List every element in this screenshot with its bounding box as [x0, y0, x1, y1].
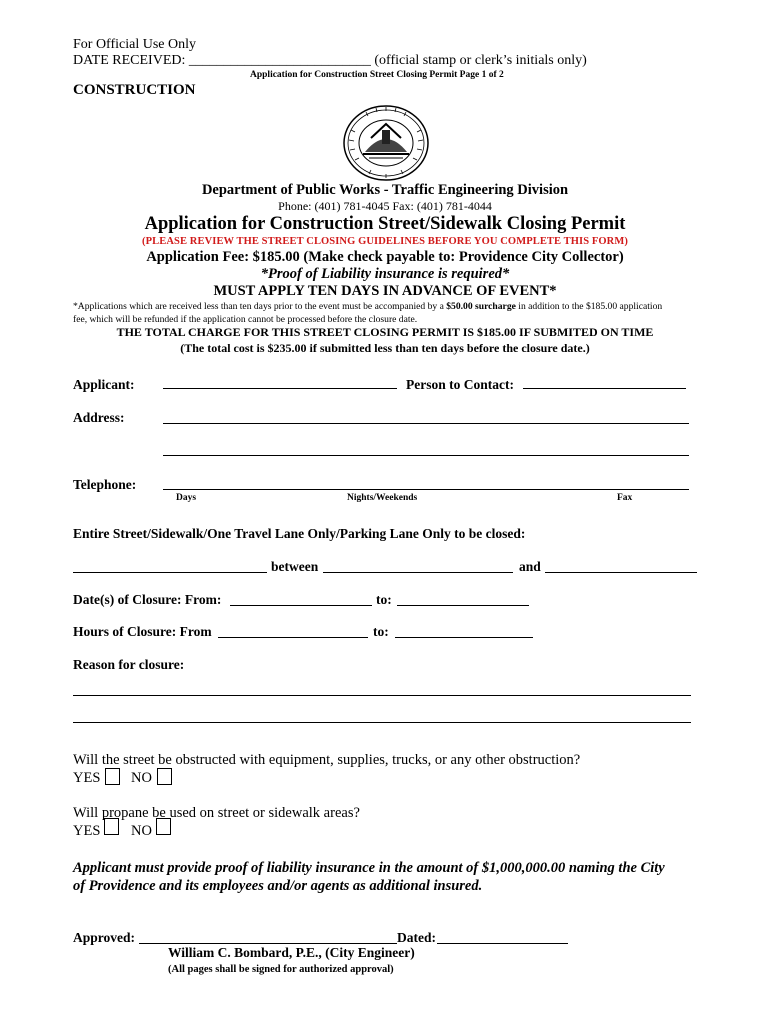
refund-notice: fee, which will be refunded if the application cannot be processed before the closure date. [73, 314, 418, 325]
city-seal [341, 104, 431, 182]
address-field-line2[interactable] [163, 455, 689, 456]
person-to-contact-field[interactable] [523, 388, 686, 389]
date-received-field[interactable]: __________________________ [188, 53, 371, 68]
total-late-charge: (The total cost is $235.00 if submitted less than ten days before the closure date.) [180, 341, 590, 355]
category-title: CONSTRUCTION [73, 82, 196, 98]
hours-label: Hours of Closure: From [73, 624, 212, 639]
insurance-required: *Proof of Liability insurance is required* [260, 266, 510, 282]
propane-no-label: NO [131, 823, 152, 839]
reason-field-line1[interactable] [73, 695, 691, 696]
propane-yes-label: YES [73, 823, 101, 839]
hours-from-field[interactable] [218, 637, 368, 638]
obstruction-no-label: NO [131, 770, 152, 786]
dates-label: Date(s) of Closure: From: [73, 592, 222, 607]
city-seal-icon [341, 104, 431, 182]
between-label: between [271, 559, 319, 574]
propane-no-checkbox[interactable] [156, 818, 171, 835]
applicant-field[interactable] [163, 388, 397, 389]
obstruction-yes-checkbox[interactable] [105, 768, 120, 785]
page-note: Application for Construction Street Closing Permit Page 1 of 2 [250, 70, 504, 80]
dates-to-field[interactable] [397, 605, 529, 606]
between-field[interactable] [323, 572, 513, 573]
approved-signature-field[interactable] [139, 943, 397, 944]
phone-nights-label: Nights/Weekends [347, 493, 418, 503]
liability-line1: Applicant must provide proof of liability insurance in the amount of $1,000,000.00 naming the City [73, 860, 665, 876]
date-received-row [73, 53, 587, 69]
phone-days-label: Days [176, 493, 197, 503]
and-field[interactable] [545, 572, 697, 573]
closure-type-label: Entire Street/Sidewalk/One Travel Lane Only/Parking Lane Only to be closed: [73, 526, 526, 541]
stamp-note: (official stamp or clerk’s initials only) [370, 53, 587, 68]
hours-to-field[interactable] [395, 637, 533, 638]
signature-note: (All pages shall be signed for authorized approval) [168, 964, 394, 975]
surcharge-notice [73, 301, 662, 312]
hours-to-label: to: [373, 624, 389, 639]
phone-fax-label: Fax [617, 493, 633, 503]
surcharge-text-c: in addition to the $185.00 application [515, 301, 663, 312]
total-charge: THE TOTAL CHARGE FOR THIS STREET CLOSING PERMIT IS $185.00 IF SUBMITED ON TIME [116, 325, 654, 339]
address-label: Address: [73, 410, 125, 425]
date-received-label: DATE RECEIVED: [73, 53, 189, 68]
telephone-field[interactable] [163, 489, 689, 490]
person-to-contact-label: Person to Contact: [406, 377, 514, 392]
application-fee: Application Fee: $185.00 (Make check payable to: Providence City Collector) [146, 249, 624, 265]
address-field-line1[interactable] [163, 423, 689, 424]
street-field[interactable] [73, 572, 267, 573]
approved-label: Approved: [73, 930, 136, 945]
and-label: and [519, 559, 541, 574]
telephone-label: Telephone: [73, 477, 137, 492]
dates-from-field[interactable] [230, 605, 372, 606]
dated-field[interactable] [437, 943, 568, 944]
liability-line2: of Providence and its employees and/or agents as additional insured. [73, 878, 483, 894]
advance-notice: MUST APPLY TEN DAYS IN ADVANCE OF EVENT* [213, 283, 557, 299]
signer-name: William C. Bombard, P.E., (City Engineer) [168, 945, 415, 960]
department-name: Department of Public Works - Traffic Engineering Division [201, 182, 569, 198]
obstruction-no-checkbox[interactable] [157, 768, 172, 785]
dates-to-label: to: [376, 592, 392, 607]
propane-question: Will propane be used on street or sidewalk areas? [73, 805, 360, 821]
propane-yes-checkbox[interactable] [104, 818, 119, 835]
review-notice: (PLEASE REVIEW THE STREET CLOSING GUIDELINES BEFORE YOU COMPLETE THIS FORM) [142, 236, 628, 247]
official-use-label: For Official Use Only [73, 37, 196, 52]
surcharge-text-a: *Applications which are received less than ten days prior to the event must be accompanied by a [73, 301, 447, 312]
form-title: Application for Construction Street/Sidewalk Closing Permit [144, 214, 626, 234]
dated-label: Dated: [397, 930, 436, 945]
department-contact: Phone: (401) 781-4045 Fax: (401) 781-4044 [278, 199, 492, 213]
obstruction-yes-label: YES [73, 770, 101, 786]
reason-label: Reason for closure: [73, 657, 185, 672]
reason-field-line2[interactable] [73, 722, 691, 723]
obstruction-question: Will the street be obstructed with equipment, supplies, trucks, or any other obstruction? [73, 752, 581, 768]
applicant-label: Applicant: [73, 377, 135, 392]
surcharge-amount: $50.00 surcharge [446, 301, 516, 312]
